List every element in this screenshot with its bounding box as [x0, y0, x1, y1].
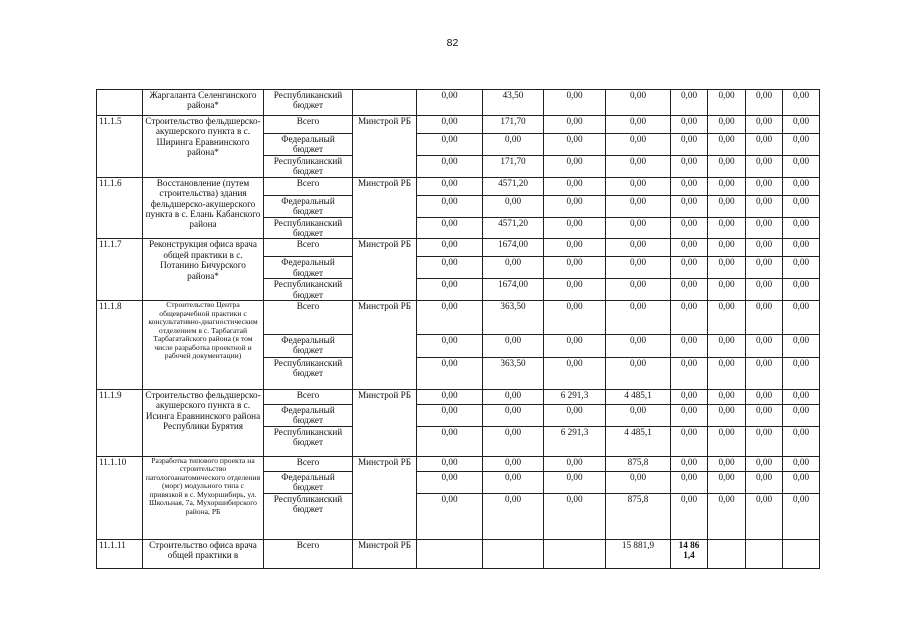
value-cell: 0,00: [417, 239, 483, 257]
value-cell: 0,00: [746, 155, 783, 177]
value-cell: 43,50: [483, 90, 544, 116]
value-cell: 0,00: [746, 456, 783, 471]
value-cell: 0,00: [671, 456, 708, 471]
value-cell: 0,00: [417, 279, 483, 301]
responsible-body: Минстрой РБ: [353, 456, 417, 539]
value-cell: 0,00: [783, 426, 820, 456]
value-cell: 0,00: [783, 257, 820, 279]
value-cell: 0,00: [783, 471, 820, 493]
value-cell: 0,00: [671, 217, 708, 239]
value-cell: 0,00: [671, 390, 708, 405]
value-cell: 171,70: [483, 155, 544, 177]
value-cell: 0,00: [606, 116, 671, 134]
value-cell: 0,00: [783, 195, 820, 217]
value-cell: 0,00: [783, 301, 820, 335]
value-cell: 0,00: [783, 405, 820, 427]
value-cell: 0,00: [417, 335, 483, 358]
value-cell: 0,00: [606, 405, 671, 427]
value-cell: 4571,20: [483, 217, 544, 239]
responsible-body: Минстрой РБ: [353, 177, 417, 239]
page-number: 82: [446, 37, 459, 49]
value-cell: 0,00: [708, 390, 746, 405]
value-cell: 0,00: [417, 471, 483, 493]
item-number: 11.1.9: [97, 390, 143, 457]
value-cell: 0,00: [671, 279, 708, 301]
value-cell: 4571,20: [483, 177, 544, 195]
value-cell: 0,00: [783, 116, 820, 134]
table-row: [97, 116, 820, 134]
value-cell: 363,50: [483, 358, 544, 390]
value-cell: 0,00: [671, 301, 708, 335]
value-cell: 6 291,3: [544, 426, 606, 456]
item-number: 11.1.8: [97, 301, 143, 390]
responsible-body: Минстрой РБ: [353, 239, 417, 301]
value-cell: [783, 539, 820, 568]
value-cell: 0,00: [606, 90, 671, 116]
value-cell: 0,00: [671, 116, 708, 134]
value-cell: 0,00: [671, 405, 708, 427]
funding-source: Республиканский бюджет: [264, 493, 353, 539]
value-cell: 0,00: [544, 456, 606, 471]
value-cell: 0,00: [544, 471, 606, 493]
funding-source: Всего: [264, 239, 353, 257]
funding-source: Республиканский бюджет: [264, 426, 353, 456]
value-cell: 0,00: [606, 195, 671, 217]
value-cell: 0,00: [671, 155, 708, 177]
funding-source: Всего: [264, 539, 353, 568]
value-cell: 0,00: [708, 493, 746, 539]
value-cell: 0,00: [417, 217, 483, 239]
value-cell: 0,00: [606, 257, 671, 279]
value-cell: 0,00: [606, 239, 671, 257]
value-cell: 0,00: [606, 358, 671, 390]
value-cell: 0,00: [483, 493, 544, 539]
value-cell: 0,00: [783, 390, 820, 405]
value-cell: 0,00: [708, 279, 746, 301]
value-cell: 0,00: [417, 155, 483, 177]
value-cell: 0,00: [746, 134, 783, 156]
value-cell: [746, 539, 783, 568]
funding-source: Республиканский бюджет: [264, 155, 353, 177]
value-cell: 0,00: [746, 90, 783, 116]
value-cell: 0,00: [783, 493, 820, 539]
value-cell: 0,00: [417, 301, 483, 335]
table-row: [97, 239, 820, 257]
value-cell: 0,00: [746, 471, 783, 493]
value-cell: 0,00: [708, 358, 746, 390]
value-cell: 0,00: [417, 116, 483, 134]
value-cell: [544, 539, 606, 568]
funding-source: Всего: [264, 301, 353, 335]
responsible-body: Минстрой РБ: [353, 539, 417, 568]
value-cell: 0,00: [544, 335, 606, 358]
item-number: 11.1.5: [97, 116, 143, 178]
item-name: Реконструкция офиса врача общей практики в с. Потанино Бичурского района*: [143, 239, 264, 301]
funding-source: Всего: [264, 116, 353, 134]
funding-source: Федеральный бюджет: [264, 257, 353, 279]
value-cell: 363,50: [483, 301, 544, 335]
value-cell: 0,00: [783, 239, 820, 257]
item-name: Жаргаланта Селенгинского района*: [143, 90, 264, 116]
value-cell: 0,00: [606, 217, 671, 239]
value-cell: 0,00: [606, 134, 671, 156]
value-cell: 0,00: [483, 195, 544, 217]
value-cell: [708, 539, 746, 568]
funding-source: Республиканский бюджет: [264, 358, 353, 390]
value-cell: 0,00: [708, 134, 746, 156]
value-cell: 0,00: [708, 155, 746, 177]
table-row: [97, 90, 820, 116]
value-cell: 0,00: [783, 335, 820, 358]
value-cell: 0,00: [544, 177, 606, 195]
value-cell: 0,00: [708, 239, 746, 257]
value-cell: 0,00: [783, 90, 820, 116]
value-cell: 0,00: [417, 493, 483, 539]
value-cell: 0,00: [544, 217, 606, 239]
value-cell: 0,00: [417, 358, 483, 390]
value-cell: 0,00: [783, 177, 820, 195]
value-cell: 0,00: [606, 177, 671, 195]
value-cell: 0,00: [746, 426, 783, 456]
value-cell: 0,00: [544, 358, 606, 390]
value-cell: 0,00: [606, 279, 671, 301]
funding-source: Республиканский бюджет: [264, 90, 353, 116]
value-cell: 0,00: [708, 301, 746, 335]
value-cell: 15 881,9: [606, 539, 671, 568]
value-cell: 0,00: [483, 335, 544, 358]
funding-source: Федеральный бюджет: [264, 134, 353, 156]
funding-source: Федеральный бюджет: [264, 471, 353, 493]
item-name: Строительство Центра общеврачебной практики с консультативно-диагностическим отделением в с. Тарбагатай Тарбагатайского района (в том числе разработка проектной и рабочей документации): [143, 301, 264, 390]
value-cell: 0,00: [783, 279, 820, 301]
funding-source: Федеральный бюджет: [264, 405, 353, 427]
item-number: 11.1.6: [97, 177, 143, 239]
value-cell: 0,00: [483, 471, 544, 493]
responsible-body: [353, 90, 417, 116]
funding-source: Всего: [264, 456, 353, 471]
value-cell: 0,00: [417, 257, 483, 279]
table-row: [97, 539, 820, 568]
funding-source: Всего: [264, 177, 353, 195]
value-cell: 0,00: [708, 195, 746, 217]
table-row: [97, 456, 820, 471]
value-cell: 1674,00: [483, 239, 544, 257]
value-cell: [483, 539, 544, 568]
item-name: Строительство офиса врача общей практики в: [143, 539, 264, 568]
value-cell: 0,00: [544, 257, 606, 279]
value-cell: 0,00: [746, 116, 783, 134]
value-cell: 0,00: [671, 358, 708, 390]
item-name: Разработка типового проекта на строительство патологоанатомического отделения (морг) модульного типа с привязкой в с. Мухоршибирь, ул. Школьная, 7а, Мухоршибирского района, РБ: [143, 456, 264, 539]
value-cell: 0,00: [417, 90, 483, 116]
value-cell: 0,00: [746, 239, 783, 257]
value-cell: 0,00: [671, 426, 708, 456]
value-cell: 0,00: [606, 335, 671, 358]
value-cell: 0,00: [417, 177, 483, 195]
value-cell: 0,00: [708, 177, 746, 195]
value-cell: 0,00: [746, 405, 783, 427]
value-cell: 0,00: [746, 257, 783, 279]
value-cell: 0,00: [606, 471, 671, 493]
value-cell: [417, 539, 483, 568]
responsible-body: Минстрой РБ: [353, 116, 417, 178]
value-cell: 0,00: [671, 493, 708, 539]
funding-source: Всего: [264, 390, 353, 405]
value-cell: 0,00: [671, 257, 708, 279]
value-cell: 1674,00: [483, 279, 544, 301]
value-cell: 0,00: [708, 90, 746, 116]
value-cell: 0,00: [544, 239, 606, 257]
responsible-body: Минстрой РБ: [353, 390, 417, 457]
value-cell: 875,8: [606, 493, 671, 539]
value-cell: 0,00: [671, 134, 708, 156]
value-cell: 0,00: [671, 90, 708, 116]
value-cell: 6 291,3: [544, 390, 606, 405]
item-number: 11.1.11: [97, 539, 143, 568]
value-cell: 0,00: [417, 390, 483, 405]
value-cell: 0,00: [708, 405, 746, 427]
value-cell: 0,00: [746, 217, 783, 239]
funding-source: Республиканский бюджет: [264, 279, 353, 301]
value-cell: 0,00: [544, 116, 606, 134]
table-row: [97, 390, 820, 405]
value-cell: 0,00: [544, 301, 606, 335]
value-cell: 0,00: [544, 493, 606, 539]
value-cell: 0,00: [746, 358, 783, 390]
value-cell: 0,00: [783, 358, 820, 390]
value-cell: 0,00: [483, 257, 544, 279]
value-cell: 0,00: [708, 217, 746, 239]
value-cell: 0,00: [417, 426, 483, 456]
value-cell: 0,00: [708, 116, 746, 134]
value-cell: 0,00: [708, 257, 746, 279]
value-cell: 0,00: [783, 155, 820, 177]
item-name: Восстановление (путем строительства) здания фельдшерско-акушерского пункта в с. Елань Кабанского района: [143, 177, 264, 239]
value-cell: 0,00: [606, 301, 671, 335]
value-cell: 0,00: [671, 471, 708, 493]
budget-table: [96, 89, 820, 569]
value-cell: 0,00: [746, 390, 783, 405]
value-cell: 0,00: [746, 493, 783, 539]
value-cell: 0,00: [417, 134, 483, 156]
value-cell: 0,00: [544, 195, 606, 217]
table-row: [97, 177, 820, 195]
value-cell: 0,00: [671, 177, 708, 195]
value-cell: 0,00: [708, 471, 746, 493]
value-cell: 0,00: [544, 405, 606, 427]
value-cell: 0,00: [746, 335, 783, 358]
table-row: [97, 301, 820, 335]
value-cell: 0,00: [544, 134, 606, 156]
value-cell: 0,00: [483, 390, 544, 405]
value-cell: 0,00: [483, 134, 544, 156]
value-cell: 0,00: [544, 90, 606, 116]
value-cell: 0,00: [417, 405, 483, 427]
value-cell: 0,00: [417, 195, 483, 217]
value-cell: 0,00: [746, 301, 783, 335]
value-cell: 0,00: [783, 134, 820, 156]
value-cell: 0,00: [746, 279, 783, 301]
value-cell: 0,00: [544, 155, 606, 177]
value-cell: 0,00: [606, 155, 671, 177]
value-cell: 171,70: [483, 116, 544, 134]
value-cell: 0,00: [483, 405, 544, 427]
value-cell: 4 485,1: [606, 390, 671, 405]
value-cell: 0,00: [708, 426, 746, 456]
value-cell: 4 485,1: [606, 426, 671, 456]
item-number: [97, 90, 143, 116]
value-cell: 0,00: [671, 239, 708, 257]
value-cell: 0,00: [671, 335, 708, 358]
value-cell: 875,8: [606, 456, 671, 471]
value-cell: 0,00: [544, 279, 606, 301]
item-name: Строительство фельдшерско-акушерского пункта в с. Исинга Еравнинского района Республики Бурятия: [143, 390, 264, 457]
value-cell: 0,00: [708, 335, 746, 358]
value-cell: 0,00: [746, 177, 783, 195]
value-cell: 0,00: [417, 456, 483, 471]
value-cell: 0,00: [671, 195, 708, 217]
value-cell: 0,00: [746, 195, 783, 217]
responsible-body: Минстрой РБ: [353, 301, 417, 390]
funding-source: Федеральный бюджет: [264, 335, 353, 358]
value-cell: 0,00: [483, 426, 544, 456]
value-cell: 0,00: [483, 456, 544, 471]
value-cell: 0,00: [783, 217, 820, 239]
funding-source: Федеральный бюджет: [264, 195, 353, 217]
item-number: 11.1.7: [97, 239, 143, 301]
value-cell: 0,00: [708, 456, 746, 471]
value-cell: 0,00: [783, 456, 820, 471]
item-number: 11.1.10: [97, 456, 143, 539]
value-cell: 14 86 1,4: [671, 539, 708, 568]
item-name: Строительство фельдшерско-акушерского пункта в с. Ширинга Еравнинского района*: [143, 116, 264, 178]
funding-source: Республиканский бюджет: [264, 217, 353, 239]
